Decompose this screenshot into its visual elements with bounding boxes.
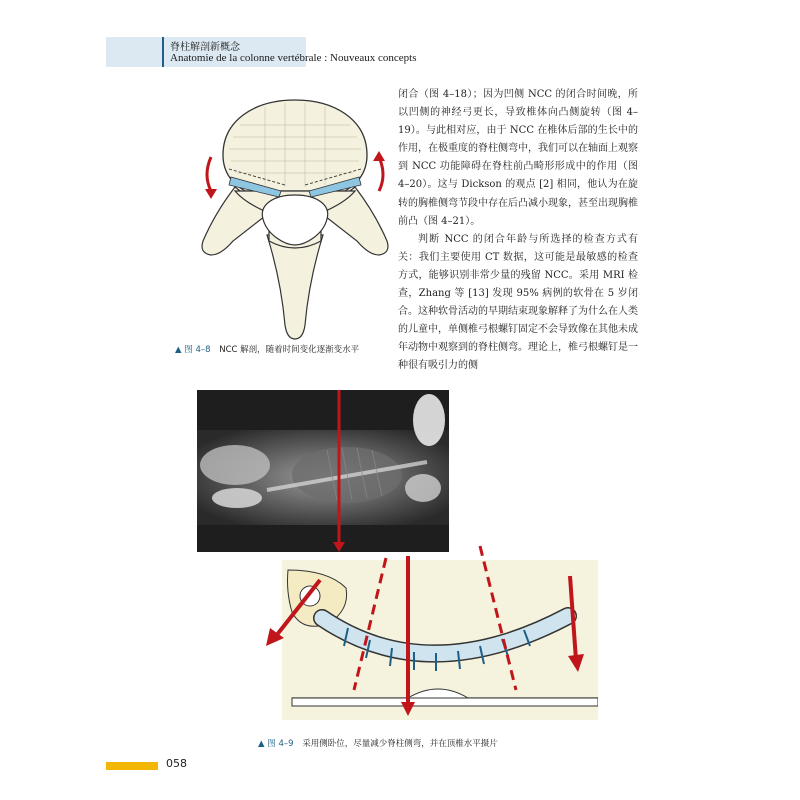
paragraph-2: 判断 NCC 的闭合年龄与所选择的检查方式有关：我们主要使用 CT 数据，这可能是最敏感的检查方式，能够识别非常少量的残留 NCC。采用 MRI 检查，Zhang 等 [13] 发现 95% 病例的软骨在 5 岁闭合。这种软骨活动的早期结束现象解释了为什么在人类的儿童中，单侧椎弓根螺钉固定不会导致像在其他未成年动物中观察到的脊柱侧弯。理论上，椎弓根螺钉是一种很有吸引力的侧 [398,233,638,372]
figure-4-8-vertebra-drawing [195,95,395,340]
figure-4-8-caption-text: NCC 解剖，随着时间变化逐渐变水平 [219,345,360,355]
body-text [398,86,638,376]
header-rule [162,37,164,67]
page-number: 058 [166,757,187,770]
figure-4-9-number: 图 4–9 [267,739,294,749]
figure-4-9-caption-text: 采用侧卧位，尽量减少脊柱侧弯，并在顶椎水平摄片 [302,739,498,749]
figure-4-9-positioning-diagram [258,540,598,725]
paragraph-1: 闭合（图 4–18）；因为凹侧 NCC 的闭合时间晚，所以凹侧的神经弓更长，导致椎体向凸侧旋转（图 4–19）。与此相对应，由于 NCC 在椎体后部的生长中的作用，在极重度的脊柱侧弯中，我们可以在轴面上观察到 NCC 功能障碍在脊柱前凸畸形形成中的作用（图 4–20）。这与 Dickson 的观点 [2] 相同，他认为在旋转的胸椎侧弯节段中存在后凸减小现象，甚至出现胸椎前凸（图 4–21）。 [398,89,638,227]
figure-4-8-caption [175,343,359,355]
footer-color-bar [106,762,158,770]
caption-triangle-icon: ▲ [175,345,182,355]
header-subtitle: Anatomie de la colonne vertébrale : Nouveaux concepts [170,52,417,64]
caption-triangle-icon: ▲ [258,739,265,749]
figure-4-8-number: 图 4–8 [184,345,211,355]
figure-4-9-xray-image [197,390,449,552]
figure-4-9-caption [258,737,498,749]
header-title: 脊柱解剖新概念 [170,42,240,53]
